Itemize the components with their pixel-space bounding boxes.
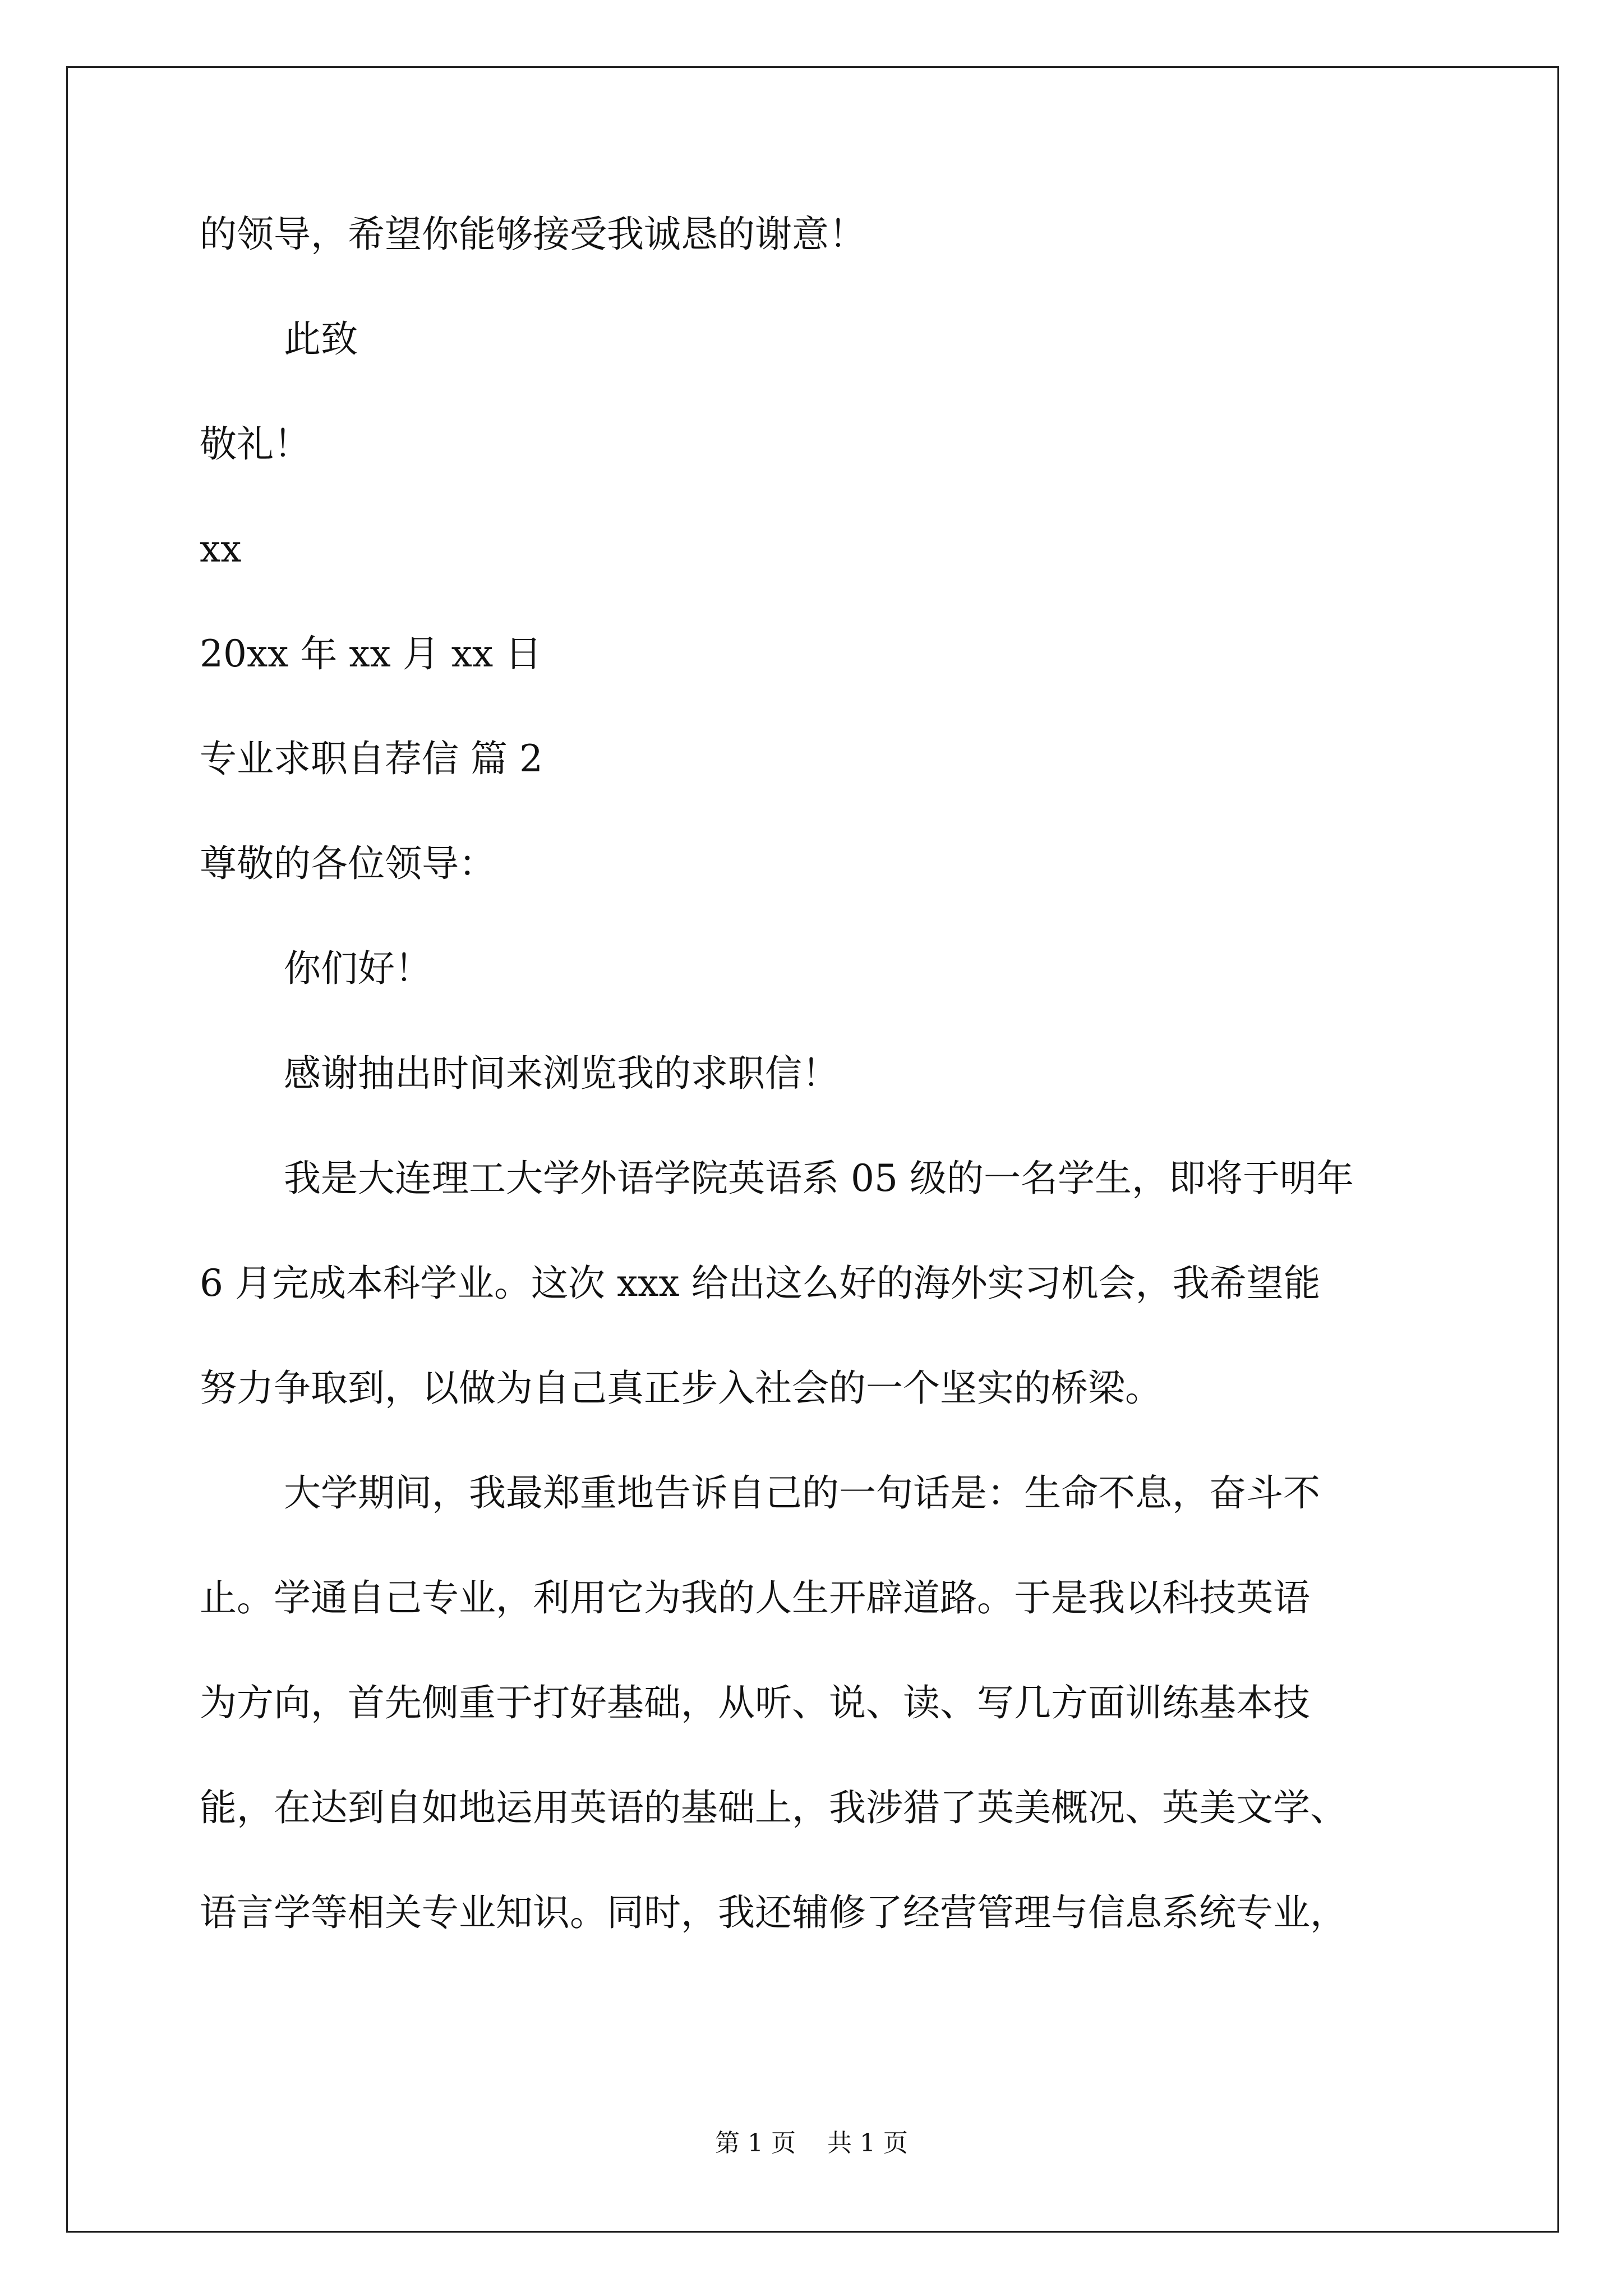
text-line-2: 此致 bbox=[284, 318, 358, 361]
text-line-13: 大学期间，我最郑重地告诉自己的一句话是：生命不息，奋斗不 bbox=[284, 1471, 1320, 1515]
text-line-5: 20xx 年 xx 月 xx 日 bbox=[200, 632, 542, 675]
text-line-8: 你们好！ bbox=[284, 947, 432, 990]
text-line-7: 尊敬的各位领导： bbox=[200, 842, 496, 885]
text-line-16: 能，在达到自如地运用英语的基础上，我涉猎了英美概况、英美文学、 bbox=[200, 1786, 1347, 1829]
text-line-14: 止。学通自己专业，利用它为我的人生开辟道路。于是我以科技英语 bbox=[200, 1576, 1310, 1619]
text-line-1: 的领导，希望你能够接受我诚恳的谢意！ bbox=[200, 213, 866, 256]
text-line-12: 努力争取到，以做为自己真正步入社会的一个坚实的桥梁。 bbox=[200, 1366, 1162, 1410]
text-line-17: 语言学等相关专业知识。同时，我还辅修了经营管理与信息系统专业， bbox=[200, 1891, 1347, 1934]
page-number-footer: 第 1 页 共 1 页 bbox=[715, 2129, 908, 2157]
text-line-4: xx bbox=[200, 527, 242, 570]
section-heading: 专业求职自荐信 篇 2 bbox=[200, 737, 543, 780]
text-line-9: 感谢抽出时间来浏览我的求职信！ bbox=[284, 1052, 839, 1095]
text-line-10: 我是大连理工大学外语学院英语系 05 级的一名学生，即将于明年 bbox=[284, 1157, 1354, 1200]
text-line-15: 为方向，首先侧重于打好基础，从听、说、读、写几方面训练基本技 bbox=[200, 1681, 1310, 1724]
text-line-3: 敬礼！ bbox=[200, 422, 311, 466]
text-line-11: 6 月完成本科学业。这次 xxx 给出这么好的海外实习机会，我希望能 bbox=[200, 1262, 1321, 1305]
